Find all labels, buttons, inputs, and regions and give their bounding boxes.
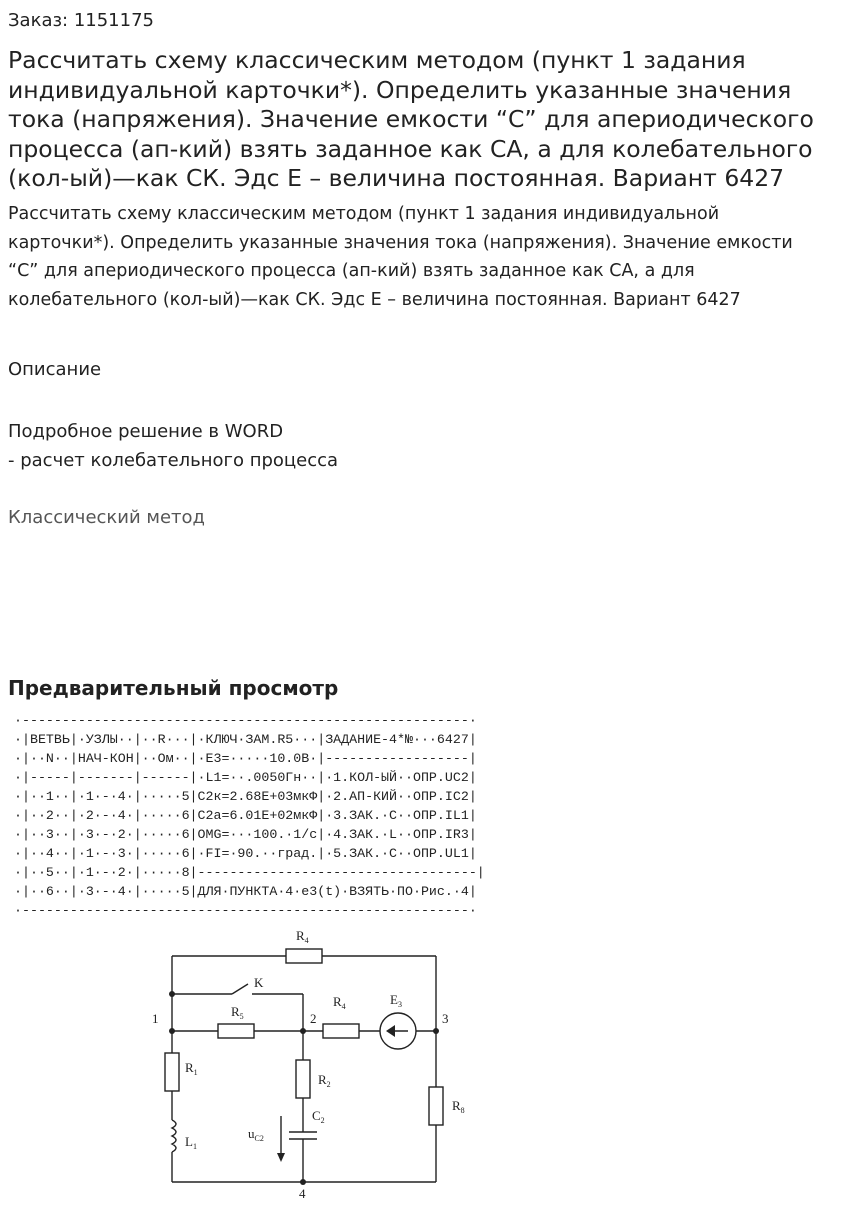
- resistor-r1: [165, 1053, 179, 1091]
- node-dot: [169, 1028, 175, 1034]
- label-r5: $R_5$: [231, 1004, 244, 1021]
- page-title: Рассчитать схему классическим методом (пункт 1 задания индивидуальной карточки*). Определить указанные значения тока (напряжения). Значение емкости “С” для апериодического процесса (ап-кий) взять заданное как СА, а для колебательного (кол-ый)—как СК. Эдс Е – величина постоянная. Вариант 6427: [8, 46, 814, 192]
- resistor-r5: [218, 1024, 254, 1038]
- preview-heading: Предварительный просмотр: [8, 676, 339, 700]
- category-tag: Классический метод: [8, 507, 205, 528]
- resistor-r4-mid: [323, 1024, 359, 1038]
- label-r4-top: $R_4$: [296, 928, 309, 945]
- table-line: ·|··1··|·1·-·4·|·····5|С2к=2.68Е+03мкФ|·2.АП-КИЙ··ОПР.IC2|: [14, 789, 477, 804]
- node-dot: [169, 991, 175, 997]
- label-uc2: $u_{C2}$: [248, 1126, 264, 1143]
- table-line: ·|··4··|·1·-·3·|·····6|·FI=·90.··град.|·5.ЗАК.·С··ОПР.UL1|: [14, 846, 477, 861]
- assignment-table: [14, 711, 594, 916]
- table-line: ·|··N··|НАЧ-КОН|··Ом··|·Е3=·····10.0В·|------------------|: [14, 751, 477, 766]
- label-r1: $R_1$: [185, 1060, 198, 1077]
- table-line: ·|··6··|·3·-·4·|·····5|ДЛЯ·ПУНКТА·4·е3(t)·ВЗЯТЬ·ПО·Рис.·4|: [14, 884, 477, 899]
- label-r4-mid: $R_4$: [333, 994, 346, 1011]
- node-dot: [300, 1028, 306, 1034]
- label-r2: $R_2$: [318, 1072, 331, 1089]
- label-l1: $L_1$: [185, 1134, 197, 1151]
- order-number: Заказ: 1151175: [8, 10, 154, 31]
- description-section-label: Описание: [8, 359, 102, 380]
- node-dot: [433, 1028, 439, 1034]
- table-line: ·--------------------------------------------------------·: [14, 903, 477, 918]
- description-line-word: Подробное решение в WORD: [8, 421, 284, 442]
- table-line: ·|··5··|·1·-·2·|·····8|-----------------------------------|: [14, 865, 485, 880]
- key-switch: [232, 984, 248, 994]
- inductor-l1: [172, 1120, 176, 1152]
- task-description: Рассчитать схему классическим методом (пункт 1 задания индивидуальной карточки*). Определить указанные значения тока (напряжения). Значение емкости “С” для апериодического процесса (ап-кий) взять заданное как СА, а для колебательного (кол-ый)—как СК. Эдс Е – величина постоянная. Вариант 6427: [8, 204, 793, 310]
- table-line: ·|ВЕТВЬ|·УЗЛЫ··|··R···|·КЛЮЧ·ЗАМ.R5···|ЗАДАНИЕ-4*№···6427|: [14, 732, 477, 747]
- description-line-oscillation: - расчет колебательного процесса: [8, 450, 339, 471]
- label-node4: 4: [299, 1186, 306, 1201]
- table-line: ·|··3··|·3·-·2·|·····6|OMG=···100.·1/с|·4.ЗАК.·L··ОПР.IR3|: [14, 827, 477, 842]
- label-node2: 2: [310, 1011, 317, 1026]
- table-line: ·|-----|-------|------|·L1=··.0050Гн··|·1.КОЛ-ЫЙ··ОПР.UC2|: [14, 770, 477, 785]
- table-line: ·|··2··|·2·-·4·|·····6|С2а=6.01Е+02мкФ|·3.ЗАК.·С··ОПР.IL1|: [14, 808, 477, 823]
- label-key: K: [254, 975, 264, 990]
- node-dot: [300, 1179, 306, 1185]
- resistor-r2: [296, 1060, 310, 1098]
- label-node3: 3: [442, 1011, 449, 1026]
- label-node1: 1: [152, 1011, 159, 1026]
- table-line: ·--------------------------------------------------------·: [14, 713, 477, 728]
- resistor-r4-top: [286, 949, 322, 963]
- label-e3: $E_3$: [390, 992, 402, 1009]
- label-r8: $R_8$: [452, 1098, 465, 1115]
- label-c2: $C_2$: [312, 1108, 325, 1125]
- resistor-r8: [429, 1087, 443, 1125]
- circuit-schematic: [140, 920, 480, 1205]
